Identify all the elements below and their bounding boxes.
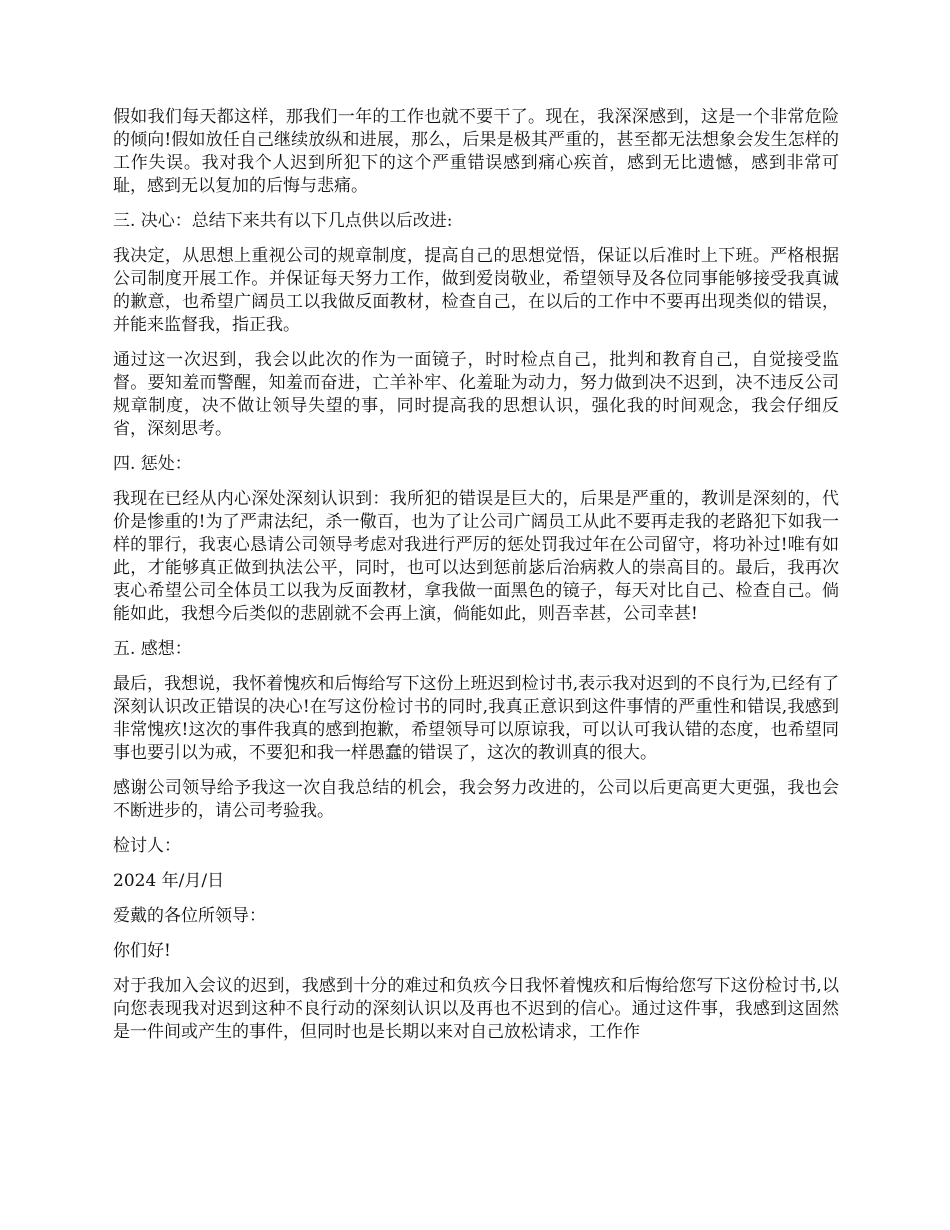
signature-label: 检讨人： xyxy=(113,836,181,856)
paragraph-consequence: 假如我们每天都这样，那我们一年的工作也就不要干了。现在，我深深感到，这是一个非常危险的倾向!假如放任自己继续放纵和进展，那么，后果是极其严重的，甚至都无法想象会发生怎样的工作失误。我对我个人迟到所犯下的这个严重错误感到痛心疾首，感到无比遗憾，感到非常可耻，感到无以复加的后悔与悲痛。 xyxy=(113,107,839,196)
section-heading-reflection: 五. 感想： xyxy=(113,639,192,659)
paragraph-reflection-1: 最后，我想说，我怀着愧疚和后悔给写下这份上班迟到检讨书,表示我对迟到的不良行为,已经有了深刻认识改正错误的决心!在写这份检讨书的同时,我真正意识到这件事情的严重性和错误,我感到非常愧疚!这次的事件我真的感到抱歉，希望领导可以原谅我，可以认可我认错的态度，也希望同事也要引以为戒，不要犯和我一样愚蠢的错误了，这次的教训真的很大。 xyxy=(113,674,839,763)
date-line: 2024 年/月/日 xyxy=(113,871,225,891)
paragraph-letter-opening: 对于我加入会议的迟到，我感到十分的难过和负疚今日我怀着愧疚和后悔给您写下这份检讨书,以向您表现我对迟到这种不良行动的深刻认识以及再也不迟到的信心。通过这件事，我感到这固然是一件间或产生的事件，但同时也是长期以来对自己放松请求，工作作 xyxy=(113,976,839,1042)
section-heading-punishment: 四. 惩处： xyxy=(113,454,192,474)
paragraph-resolution-1: 我决定，从思想上重视公司的规章制度，提高自己的思想觉悟，保证以后准时上下班。严格根据公司制度开展工作。并保证每天努力工作，做到爱岗敬业，希望领导及各位同事能够接受我真诚的歉意，也希望广阔员工以我做反面教材，检查自己，在以后的工作中不要再出现类似的错误，并能来监督我，指正我。 xyxy=(113,246,839,335)
paragraph-reflection-2: 感谢公司领导给予我这一次自我总结的机会，我会努力改进的，公司以后更高更大更强，我也会不断进步的，请公司考验我。 xyxy=(113,778,839,821)
paragraph-punishment: 我现在已经从内心深处深刻认识到：我所犯的错误是巨大的，后果是严重的，教训是深刻的，代价是惨重的!为了严肃法纪，杀一儆百，也为了让公司广阔员工从此不要再走我的老路犯下如我一样的罪行，我衷心恳请公司领导考虑对我进行严厉的惩处罚我过年在公司留守，将功补过!唯有如此，才能够真正做到执法公平，同时，也可以达到惩前毖后治病救人的崇高目的。最后，我再次衷心希望公司全体员工以我为反面教材，拿我做一面黑色的镜子，每天对比自己、检查自己。倘能如此，我想今后类似的悲剧就不会再上演，倘能如此，则吾幸甚，公司幸甚! xyxy=(113,489,839,624)
document-body xyxy=(113,106,839,1056)
greeting: 你们好! xyxy=(113,941,171,961)
salutation: 爱戴的各位所领导： xyxy=(113,906,266,926)
paragraph-resolution-2: 通过这一次迟到，我会以此次的作为一面镜子，时时检点自己，批判和教育自己，自觉接受监督。要知羞而警醒，知羞而奋进，亡羊补牢、化羞耻为动力，努力做到决不迟到，决不违反公司规章制度，决不做让领导失望的事，同时提高我的思想认识，强化我的时间观念，我会仔细反省，深刻思考。 xyxy=(113,350,839,439)
section-heading-resolution: 三. 决心：总结下来共有以下几点供以后改进: xyxy=(113,211,453,231)
